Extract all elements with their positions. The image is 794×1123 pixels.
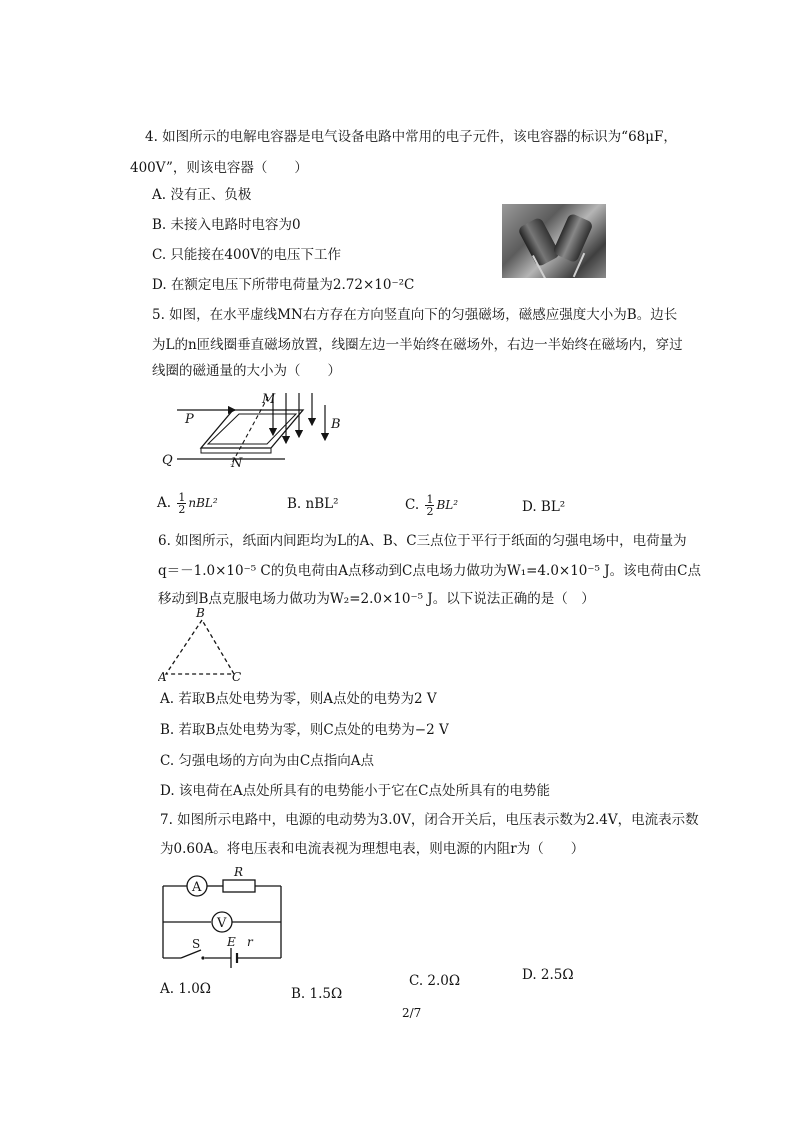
q4-stem-line2: 400V”，则该电容器（ ） [130, 160, 308, 176]
q5-option-a-prefix: A. [157, 495, 172, 511]
q6-stem-line1: 6. 如图所示，纸面内间距均为L的A、B、C三点位于平行于纸面的匀强电场中，电荷量为 [158, 533, 687, 549]
capacitor-body-right [552, 213, 594, 264]
page-number: 2/7 [402, 1006, 422, 1020]
q5-option-c-expr: BL² [436, 498, 459, 512]
q5-option-a-expr: nBL² [188, 496, 218, 510]
coil-thickness [201, 448, 271, 453]
label-c: C [232, 670, 242, 684]
q7-stem-line1: 7. 如图所示电路中，电源的电动势为3.0V，闭合开关后，电压表示数为2.4V，电流表示数 [160, 812, 699, 828]
label-b: B [196, 606, 205, 620]
q6-option-b: B. 若取B点处电势为零，则C点处的电势为−2 V [160, 722, 449, 738]
label-b: B [331, 417, 341, 432]
label-q: Q [162, 453, 173, 468]
q7-option-b: B. 1.5Ω [291, 986, 343, 1002]
q5-stem-line3: 线圈的磁通量的大小为（ ） [152, 363, 341, 379]
q7-option-a: A. 1.0Ω [160, 981, 211, 997]
fraction-numerator: 1 [426, 493, 434, 506]
q6-stem-line3: 移动到B点克服电场力做功为W₂=2.0×10⁻⁵ J。以下说法正确的是（ ） [158, 591, 595, 607]
capacitor-body-left [517, 216, 561, 267]
q6-option-c: C. 匀强电场的方向为由C点指向A点 [160, 753, 375, 769]
q5-option-d: D. BL² [522, 499, 566, 515]
switch-label: S [192, 937, 201, 951]
fraction-half [425, 494, 434, 517]
q5-option-a [157, 492, 218, 515]
fraction-numerator: 1 [178, 491, 186, 504]
q7-stem-line2: 为0.60A。将电压表和电流表视为理想电表，则电源的内阻r为（ ） [160, 841, 585, 857]
label-p: P [185, 412, 194, 427]
capacitor-photo [502, 204, 606, 278]
q4-option-b: B. 未接入电路时电容为0 [152, 217, 301, 233]
coil-outer [201, 410, 303, 448]
q5-option-c-prefix: C. [405, 497, 420, 513]
switch-contact [201, 956, 204, 959]
resistor-symbol [223, 880, 255, 892]
q5-stem-line2: 为L的n匝线圈垂直磁场放置，线圈左边一半始终在磁场外，右边一半始终在磁场内，穿过 [152, 337, 683, 353]
q4-option-a: A. 没有正、负极 [152, 187, 252, 203]
fraction-denominator: 2 [426, 505, 434, 518]
q7-circuit-figure [155, 862, 290, 972]
q6-option-a: A. 若取B点处电势为零，则A点处的电势为2 V [160, 691, 437, 707]
voltmeter-label: V [217, 916, 227, 931]
q6-triangle-figure [158, 606, 258, 686]
q5-option-c [405, 494, 458, 517]
q5-option-b: B. nBL² [287, 496, 339, 512]
coil-inner [208, 414, 296, 444]
q6-option-d: D. 该电荷在A点处所具有的电势能小于它在C点处所具有的电势能 [160, 783, 551, 799]
label-n: N [231, 456, 243, 471]
fraction-half [177, 492, 186, 515]
q4-option-d: D. 在额定电压下所带电荷量为2.72×10⁻²C [152, 277, 415, 293]
internal-resistance-label: r [247, 935, 253, 949]
switch-symbol [181, 950, 201, 958]
q5-stem-line1: 5. 如图，在水平虚线MN右方存在方向竖直向下的匀强磁场，磁感应强度大小为B。边长 [152, 307, 678, 323]
q7-option-d: D. 2.5Ω [522, 967, 574, 983]
q6-stem-line2: q＝－1.0×10⁻⁵ C的负电荷由A点移动到C点电场力做功为W₁=4.0×10⁻⁵ J。该电荷由C点 [158, 563, 701, 579]
ammeter-label: A [192, 880, 202, 895]
label-a: A [158, 670, 167, 684]
q7-option-c: C. 2.0Ω [409, 973, 461, 989]
boundary-mn [231, 397, 268, 465]
resistor-label: R [234, 865, 244, 879]
q5-magnetic-field-figure [155, 385, 365, 477]
fraction-denominator: 2 [178, 503, 186, 516]
q4-stem-line1: 4. 如图所示的电解电容器是电气设备电路中常用的电子元件，该电容器的标识为“68μF， [145, 129, 677, 145]
emf-label: E [227, 935, 236, 949]
label-m: M [262, 392, 276, 407]
triangle-abc [166, 620, 234, 674]
q4-option-c: C. 只能接在400V的电压下工作 [152, 247, 341, 263]
